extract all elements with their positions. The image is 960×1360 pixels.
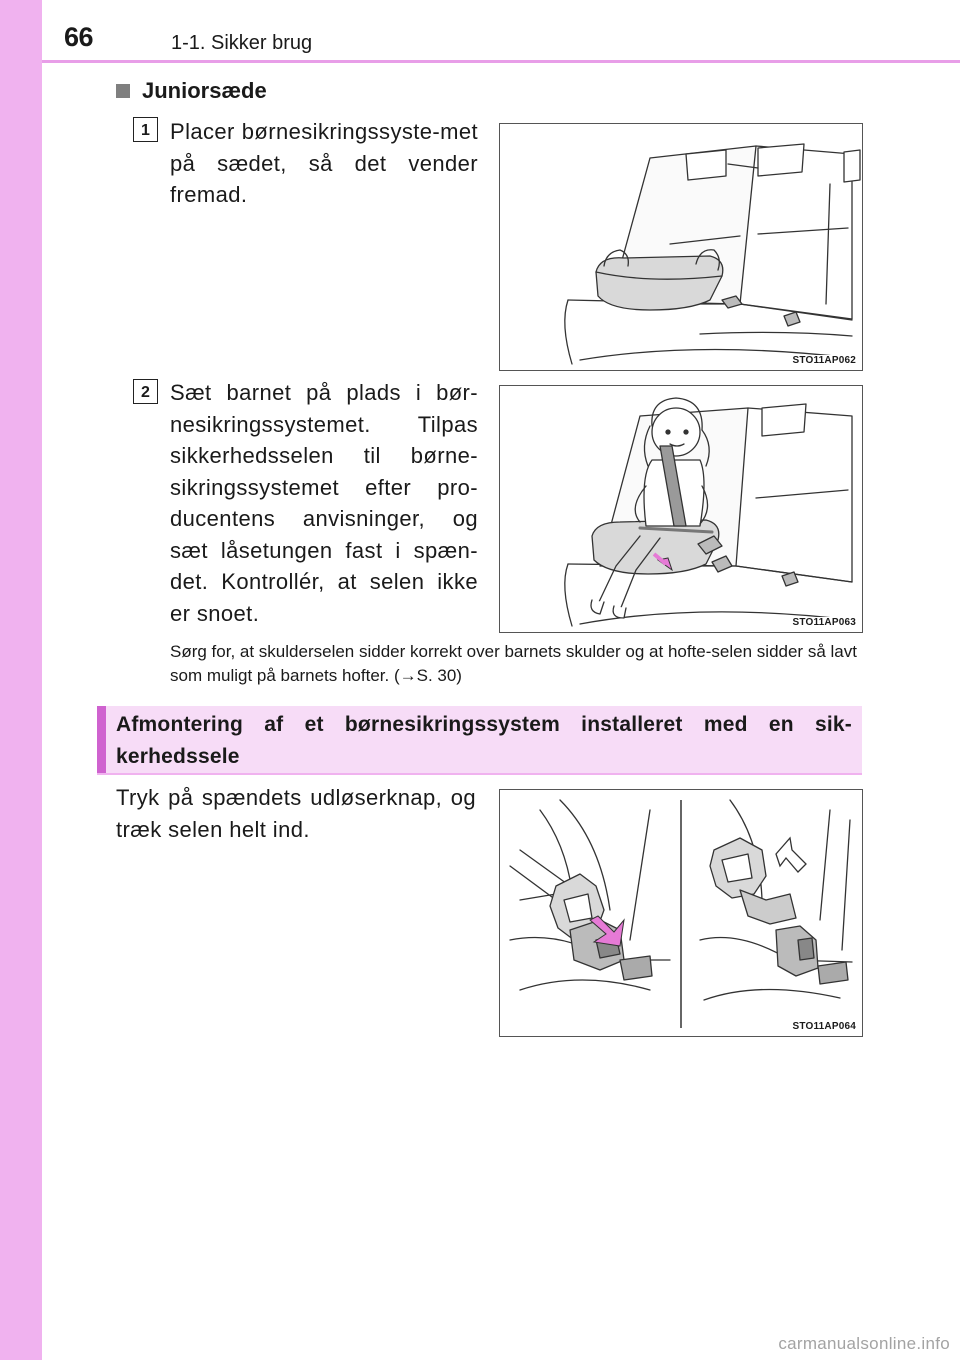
figure-code-1: STO11AP062 xyxy=(792,355,856,366)
step-2-text: Sæt barnet på plads i bør-nesikringssystemet. Tilpas sikkerhedsselen til børne-sikringssystemet efter pro-ducentens anvisninger, og sæt låsetungen fast i spæn-det. Kontrollér, at selen ikke er snoet. xyxy=(170,380,478,626)
step-1-text: Placer børnesikringssyste-met på sædet, så det vender fremad. xyxy=(170,119,478,207)
figure-buckle-release xyxy=(499,789,863,1037)
page-number: 66 xyxy=(64,22,94,52)
banner-accent-bar xyxy=(97,706,106,773)
buckle-release-illustration xyxy=(500,790,862,1036)
watermark: carmanualsonline.info xyxy=(778,1334,950,1353)
removal-heading-banner xyxy=(97,706,862,775)
belt-position-note: Sørg for, at skulderselen sidder korrekt over barnets skulder og at hofte-selen sidder så lavt som muligt på barnets hofter. (→S. 30) xyxy=(170,642,857,685)
section-title: 1-1. Sikker brug xyxy=(171,32,313,54)
junior-seat-heading-text: Juniorsæde xyxy=(142,78,267,103)
removal-heading: Afmontering af et børnesikringssystem installeret med en sik-kerhedssele xyxy=(116,713,852,768)
figure-code-3: STO11AP064 xyxy=(792,1021,856,1032)
square-bullet-icon xyxy=(116,84,130,98)
figure-child-seated xyxy=(499,385,863,633)
figure-booster-seat-placement xyxy=(499,123,863,371)
booster-seat-illustration xyxy=(500,124,862,370)
child-in-booster-illustration xyxy=(500,386,862,632)
figure-code-2: STO11AP063 xyxy=(792,617,856,628)
step-2-number: 2 xyxy=(133,379,158,404)
removal-text: Tryk på spændets udløserknap, og træk selen helt ind. xyxy=(116,785,476,842)
header-divider xyxy=(42,60,960,63)
side-tab xyxy=(0,0,42,1360)
junior-seat-heading xyxy=(116,78,267,104)
step-1-number: 1 xyxy=(133,117,158,142)
